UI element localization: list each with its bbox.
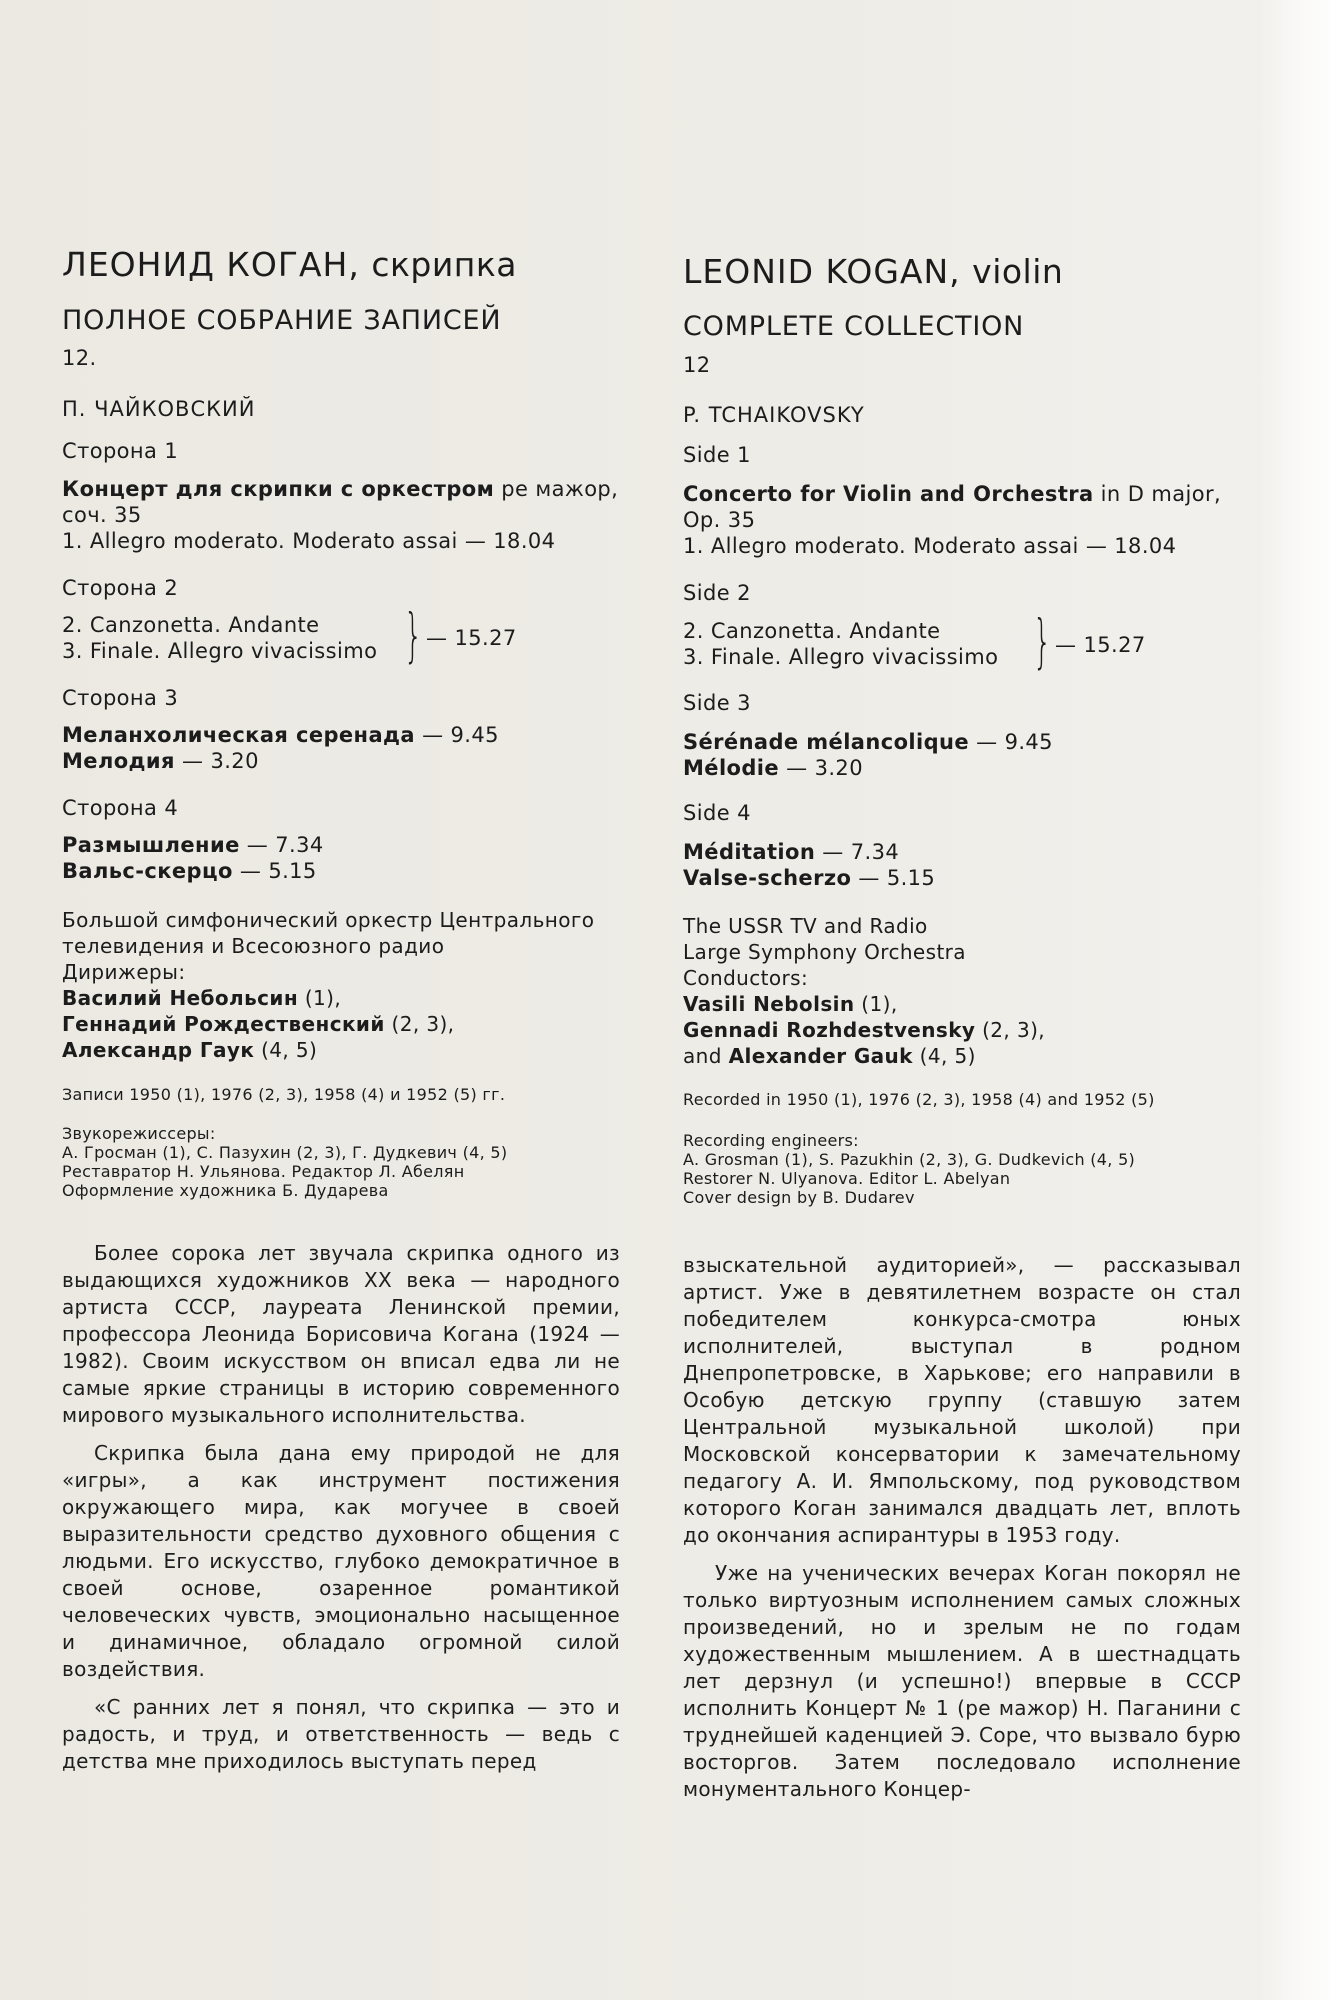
composer: П. ЧАЙКОВСКИЙ bbox=[62, 397, 256, 421]
essay-paragraph: взыскательной аудиторией», — рассказывал артист. Уже в девятилетнем возрасте он стал победителем конкурса-смотра юных исполнителей, выступал в родном Днепропетровске, в Харькове; его направили в Особую детскую группу (ставшую затем Центральной музыкальной школой) при Московской консерватории к замечательному педагогу А. И. Ямпольскому, под руководством которого Коган занимался двадцать лет, вплоть до окончания аспирантуры в 1953 году. bbox=[683, 1253, 1241, 1547]
conductor-name: Василий Небольсин bbox=[62, 986, 299, 1010]
track-duration: — 3.20 bbox=[786, 756, 863, 780]
concerto-title: Concerto for Violin and Orchestra bbox=[683, 482, 1094, 506]
track-duration: — 7.34 bbox=[246, 833, 324, 857]
track-1: 1. Allegro moderato. Moderato assai — 18.04 bbox=[683, 534, 1177, 558]
credits-line-1: Recording engineers: bbox=[683, 1131, 859, 1150]
conductor-sides: (1), bbox=[304, 986, 342, 1010]
side-4-label: Сторона 4 bbox=[62, 796, 179, 820]
side-1-label: Side 1 bbox=[683, 443, 751, 467]
conductor-sides: (2, 3), bbox=[391, 1012, 455, 1036]
track-duration: — 9.45 bbox=[422, 723, 499, 747]
side-2-duration: — 15.27 bbox=[1055, 633, 1146, 657]
conductors-label: Conductors: bbox=[683, 966, 809, 990]
side-3-item-2 bbox=[62, 748, 259, 774]
track-2: 2. Canzonetta. Andante bbox=[683, 619, 941, 643]
conductor-sides: (4, 5) bbox=[261, 1038, 318, 1062]
conductor-sides: (2, 3), bbox=[982, 1018, 1046, 1042]
track-duration: — 3.20 bbox=[182, 749, 259, 773]
conductor-sides: (1), bbox=[861, 992, 898, 1016]
track-1: 1. Allegro moderato. Moderato assai — 18.04 bbox=[62, 529, 556, 553]
essay-left-column bbox=[62, 1240, 620, 1786]
track-title: Sérénade mélancolique bbox=[683, 730, 970, 754]
conductor-3 bbox=[683, 1043, 976, 1069]
orchestra-line-1: The USSR TV and Radio bbox=[683, 914, 928, 938]
side-4-item-2 bbox=[62, 858, 317, 884]
concerto-line bbox=[62, 476, 618, 502]
track-title: Méditation bbox=[683, 840, 816, 864]
artist-heading bbox=[683, 252, 1063, 291]
side-3-label: Side 3 bbox=[683, 691, 751, 715]
side-1-label: Сторона 1 bbox=[62, 439, 179, 463]
conductor-prefix: and bbox=[683, 1044, 722, 1068]
credits-line-3: Реставратор Н. Ульянова. Редактор Л. Абелян bbox=[62, 1162, 465, 1181]
track-title: Мелодия bbox=[62, 749, 175, 773]
recording-dates: Recorded in 1950 (1), 1976 (2, 3), 1958 (4) and 1952 (5) bbox=[683, 1090, 1155, 1109]
conductor-3 bbox=[62, 1037, 317, 1063]
track-3: 3. Finale. Allegro vivacissimo bbox=[62, 639, 378, 663]
brace: } bbox=[1033, 607, 1052, 675]
orchestra-line-2: телевидения и Всесоюзного радио bbox=[62, 934, 445, 958]
track-title: Вальс-скерцо bbox=[62, 859, 233, 883]
orchestra-line-1: Большой симфонический оркестр Центрального bbox=[62, 908, 595, 932]
orchestra-line-2: Large Symphony Orchestra bbox=[683, 940, 966, 964]
conductors-label: Дирижеры: bbox=[62, 960, 186, 984]
composer: P. TCHAIKOVSKY bbox=[683, 403, 865, 427]
side-2-label: Side 2 bbox=[683, 581, 751, 605]
track-title: Меланхолическая серенада bbox=[62, 723, 415, 747]
track-3: 3. Finale. Allegro vivacissimo bbox=[683, 645, 999, 669]
conductor-1 bbox=[62, 985, 341, 1011]
conductor-name: Gennadi Rozhdestvensky bbox=[683, 1018, 976, 1042]
essay-paragraph: Уже на ученических вечерах Коган покорял не только виртуозным исполнением самых сложных произведений, но и зрелым не по годам художественным мышлением. А в шестнадцать лет дерзнул (и успешно!) впервые в СССР исполнить Концерт № 1 (ре мажор) Н. Паганини с труднейшей каденцией Э. Соре, что вызвало бурю восторгов. Затем последовало исполнение монументального Концер- bbox=[683, 1561, 1241, 1801]
track-title: Размышление bbox=[62, 833, 240, 857]
side-4-item-2 bbox=[683, 865, 935, 891]
recording-dates: Записи 1950 (1), 1976 (2, 3), 1958 (4) и 1952 (5) гг. bbox=[62, 1085, 506, 1104]
track-duration: — 9.45 bbox=[976, 730, 1053, 754]
track-2: 2. Canzonetta. Andante bbox=[62, 613, 320, 637]
track-title: Mélodie bbox=[683, 756, 780, 780]
side-4-item-1 bbox=[683, 839, 899, 865]
side-4-label: Side 4 bbox=[683, 801, 751, 825]
instrument: violin bbox=[972, 252, 1064, 291]
conductor-1 bbox=[683, 991, 898, 1017]
credits-line-2: А. Гросман (1), С. Пазухин (2, 3), Г. Дудкевич (4, 5) bbox=[62, 1143, 508, 1162]
side-3-item-1 bbox=[683, 729, 1053, 755]
credits-line-4: Оформление художника Б. Дударева bbox=[62, 1181, 389, 1200]
conductor-name: Vasili Nebolsin bbox=[683, 992, 855, 1016]
concerto-key: ре мажор, bbox=[501, 477, 619, 501]
credits-line-4: Cover design by B. Dudarev bbox=[683, 1188, 915, 1207]
concerto-title: Концерт для скрипки с оркестром bbox=[62, 477, 495, 501]
conductor-2 bbox=[683, 1017, 1045, 1043]
credits-line-1: Звукорежиссеры: bbox=[62, 1124, 216, 1143]
side-2-label: Сторона 2 bbox=[62, 576, 179, 600]
essay-right-column bbox=[683, 1252, 1241, 1814]
track-title: Valse-scherzo bbox=[683, 866, 852, 890]
side-3-item-2 bbox=[683, 755, 863, 781]
volume-number: 12. bbox=[62, 346, 97, 370]
artist-name: LEONID KOGAN, bbox=[683, 252, 961, 291]
concerto-key: in D major, bbox=[1100, 482, 1222, 506]
conductor-name: Alexander Gauk bbox=[728, 1044, 913, 1068]
glossy-reflection bbox=[1260, 0, 1330, 2000]
conductor-name: Александр Гаук bbox=[62, 1038, 255, 1062]
track-duration: — 5.15 bbox=[239, 859, 317, 883]
credits-line-3: Restorer N. Ulyanova. Editor L. Abelyan bbox=[683, 1169, 1011, 1188]
side-3-label: Сторона 3 bbox=[62, 686, 179, 710]
concerto-opus: соч. 35 bbox=[62, 503, 142, 527]
conductor-sides: (4, 5) bbox=[919, 1044, 976, 1068]
volume-number: 12 bbox=[683, 353, 711, 377]
concerto-opus: Op. 35 bbox=[683, 508, 756, 532]
concerto-line bbox=[683, 481, 1221, 507]
essay-paragraph: Более сорока лет звучала скрипка одного из выдающихся художников XX века — народного артиста СССР, лауреата Ленинской премии, профессора Леонида Борисовича Когана (1924 — 1982). Своим искусством он вписал едва ли не самые яркие страницы в историю современного мирового музыкального исполнительства. bbox=[62, 1241, 620, 1427]
track-duration: — 7.34 bbox=[822, 840, 900, 864]
artist-heading bbox=[62, 245, 517, 284]
side-2-duration: — 15.27 bbox=[426, 626, 517, 650]
side-3-item-1 bbox=[62, 722, 499, 748]
artist-name: ЛЕОНИД КОГАН, bbox=[62, 245, 360, 284]
essay-paragraph: Скрипка была дана ему природой не для «игры», а как инструмент постижения окружающего мира, как могучее в своей выразительности средство духовного общения с людьми. Его искусство, глубоко демократичное в своей основе, озаренное романтикой человеческих чувств, эмоционально насыщенное и динамичное, обладало огромной силой воздействия. bbox=[62, 1441, 620, 1681]
side-4-item-1 bbox=[62, 832, 324, 858]
credits-line-2: A. Grosman (1), S. Pazukhin (2, 3), G. Dudkevich (4, 5) bbox=[683, 1150, 1136, 1169]
track-duration: — 5.15 bbox=[858, 866, 936, 890]
brace: } bbox=[404, 601, 423, 669]
collection-title: ПОЛНОЕ СОБРАНИЕ ЗАПИСЕЙ bbox=[62, 305, 502, 336]
instrument: скрипка bbox=[371, 245, 518, 284]
conductor-2 bbox=[62, 1011, 454, 1037]
essay-paragraph: «С ранних лет я понял, что скрипка — это и радость, и труд, и ответственность — ведь с детства мне приходилось выступать перед bbox=[62, 1695, 620, 1773]
collection-title: COMPLETE COLLECTION bbox=[683, 311, 1025, 342]
conductor-name: Геннадий Рождественский bbox=[62, 1012, 385, 1036]
